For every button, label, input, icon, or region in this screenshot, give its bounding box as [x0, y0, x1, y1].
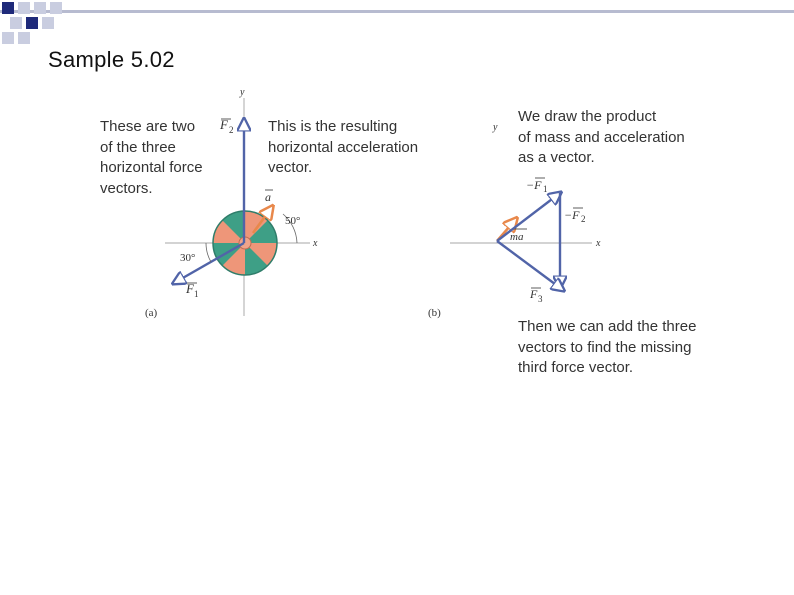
panel-a-label: (a): [145, 307, 158, 319]
panel-b-label: (b): [428, 307, 441, 319]
f1-subscript: 1: [194, 289, 199, 299]
note-missing-force: Then we can add the three vectors to find the missing third force vector.: [518, 318, 697, 376]
y-axis-label: y: [493, 122, 498, 133]
figure-a: [145, 87, 318, 319]
f1-label: F: [186, 281, 194, 296]
a-label: a: [265, 190, 271, 204]
note-product: We draw the product of mass and acceleration as a vector.: [518, 108, 685, 166]
f2-subscript: 2: [229, 125, 234, 135]
ma-label: ma: [510, 231, 524, 243]
neg-f2-label: −F: [564, 208, 580, 222]
vector-f3: [497, 241, 563, 290]
y-axis-label: y: [240, 87, 245, 98]
figure-b: [428, 122, 601, 319]
angle-f1-label: 30°: [180, 252, 196, 264]
angle-arc-f1: [206, 243, 211, 262]
f2-label: F: [220, 117, 228, 132]
x-axis-label: x: [596, 238, 601, 249]
note-acceleration: This is the resulting horizontal acceleration vector.: [268, 118, 419, 176]
x-axis-label: x: [313, 238, 318, 249]
neg-f1-label: −F: [526, 178, 542, 192]
neg-f2-subscript: 2: [581, 214, 586, 224]
note-force-vectors: These are two of the three horizontal force vectors.: [100, 118, 203, 197]
neg-f1-subscript: 1: [543, 184, 548, 194]
angle-a-label: 50°: [285, 215, 301, 227]
vector-neg-f1: [497, 193, 560, 241]
f3-label: F: [530, 287, 538, 301]
f3-subscript: 3: [538, 294, 543, 304]
slide-title: Sample 5.02: [48, 47, 175, 72]
